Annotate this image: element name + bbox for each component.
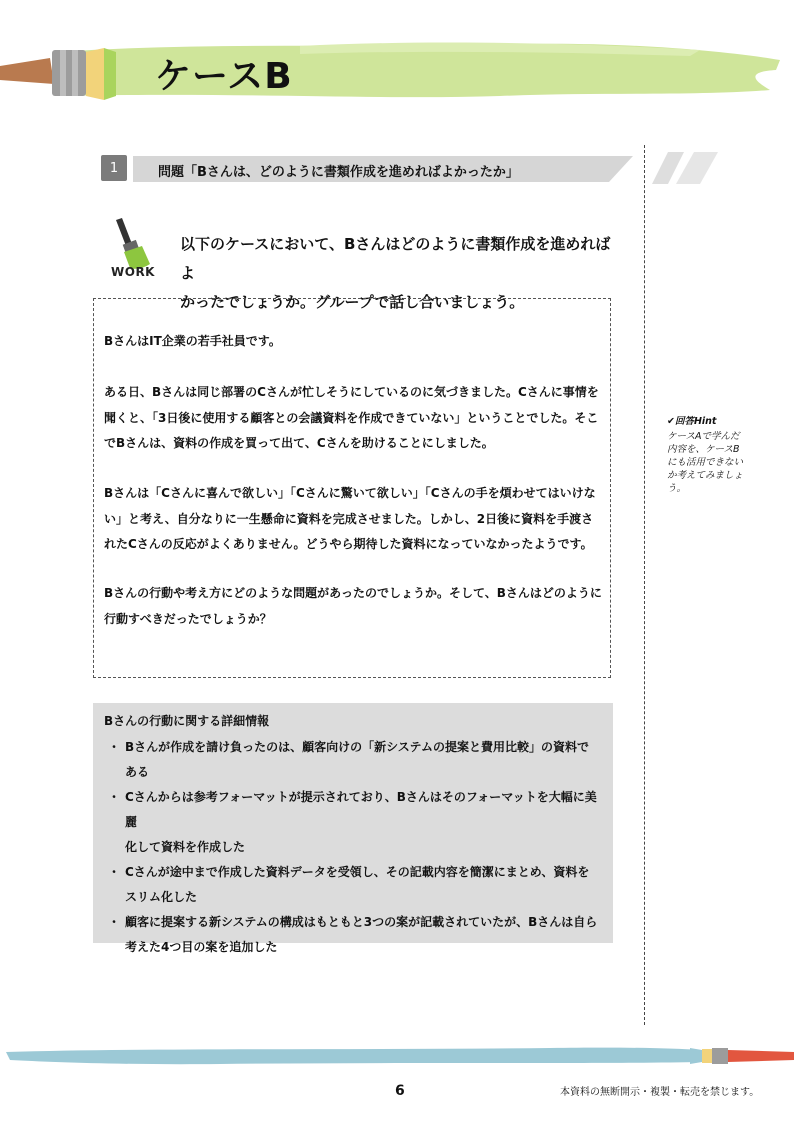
section-number-badge: 1 [101, 155, 127, 181]
work-instruction: 以下のケースにおいて、Bさんはどのように書類作成を進めればよ かったでしょうか。グループで話し合いましょう。 [180, 235, 611, 311]
page-title: ケースB [155, 56, 293, 97]
hint-text: ケースAで学んだ 内容を、ケースB にも活用できない か考えてみましょ う。 [667, 431, 744, 494]
detail-heading: Bさんの行動に関する詳細情報 [104, 714, 270, 728]
case-paragraph: ある日、Bさんは同じ部署のCさんが忙しそうにしているのに気づきました。Cさんに事情を 聞くと、「3日後に使用する顧客との会議資料を作成できていない」ということでした。そこ でBさんは、資料の作成を買って出て、Cさんを助けることにしました。 [104, 385, 599, 450]
case-paragraph: BさんはIT企業の若手社員です。 [104, 334, 281, 348]
case-paragraph: Bさんは「Cさんに喜んで欲しい」「Cさんに驚いて欲しい」「Cさんの手を煩わせてはいけな い」と考え、自分なりに一生懸命に資料を完成させました。しかし、2日後に資料を手渡さ れたCさんの反応がよくありません。どうやら期待した資料になっていなかったようです。 [104, 486, 596, 551]
case-paragraph: Bさんの行動や考え方にどのような問題があったのでしょうか。そして、Bさんはどのように 行動すべきだったでしょうか？ [104, 586, 602, 626]
detail-list [108, 735, 608, 960]
list-item: ・ 顧客に提案する新システムの構成はもともと3つの案が記載されていたが、Bさんは自ら 考えた4つ目の案を追加した [108, 910, 608, 960]
footer-paintbrush-icon [690, 1048, 794, 1064]
list-item: ・ Cさんが途中まで作成した資料データを受領し、その記載内容を簡潔にまとめ、資料を スリム化した [108, 860, 608, 910]
paintbrush-icon [0, 48, 116, 100]
list-item: ・ Bさんが作成を請け負ったのは、顧客向けの「新システムの提案と費用比較」の資料で ある [108, 735, 608, 785]
margin-divider [644, 145, 645, 1025]
list-item: ・ Cさんからは参考フォーマットが提示されており、Bさんはそのフォーマットを大幅に美麗 化して資料を作成した [108, 785, 608, 860]
copyright-notice: 本資料の無断開示・複製・転売を禁じます。 [560, 1087, 760, 1098]
decorative-stripes [650, 150, 720, 186]
section-question: 問題「Bさんは、どのように書類作成を進めればよかったか」 [158, 165, 519, 180]
header-paint-stroke [0, 30, 794, 110]
page-number: 6 [395, 1083, 405, 1099]
footer-paint-stroke [0, 1040, 794, 1070]
work-label: WORK [111, 265, 155, 279]
hint-heading: ✔回答Hint [667, 416, 717, 427]
